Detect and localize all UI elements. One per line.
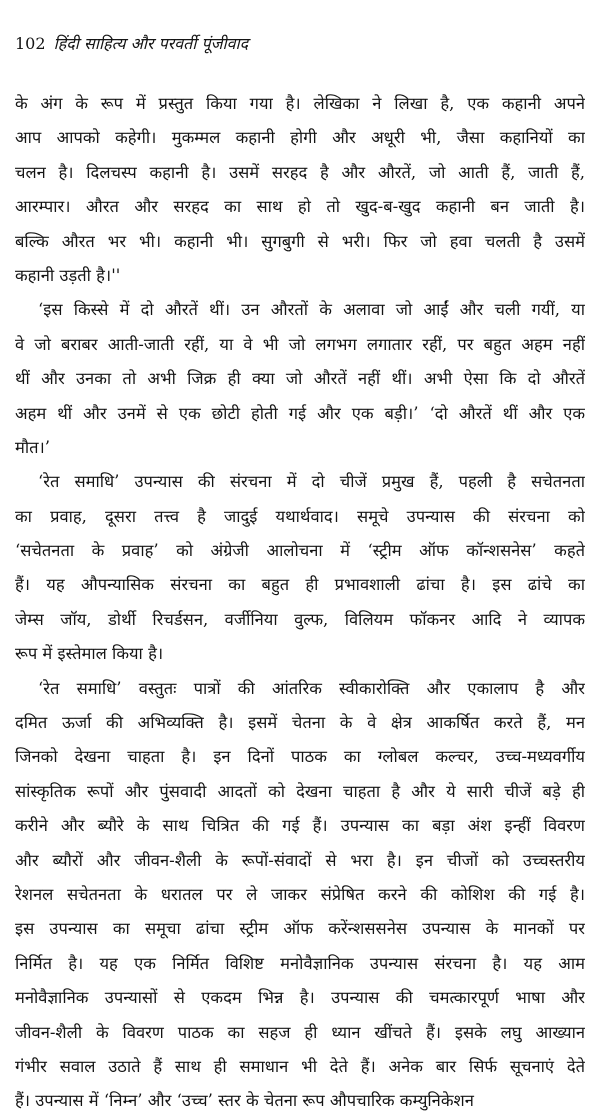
text-line: हैं। उपन्यास में ‘निम्न’ और ‘उच्च’ स्तर के चेतना रूप औपचारिक कम्युनिकेशन bbox=[15, 1091, 474, 1111]
text-line: चलन है। दिलचस्प कहानी है। उसमें सरहद है और औरतें, जो आती हैं, जाती हैं, bbox=[15, 162, 585, 182]
body-text bbox=[15, 87, 585, 1119]
text-line: मौत।’ bbox=[15, 437, 51, 457]
text-line: आप आपको कहेगी। मुकम्मल कहानी होगी और अधूरी भी, जैसा कहानियों का bbox=[15, 128, 585, 148]
text-line: बल्कि औरत भर भी। कहानी भी। सुगबुगी से भरी। फिर जो हवा चलती है उसमें bbox=[15, 231, 585, 251]
text-line: ‘इस किस्से में दो औरतें थीं। उन औरतों के अलावा जो आईं और चली गयीं, या bbox=[38, 300, 585, 320]
text-line: के अंग के रूप में प्रस्तुत किया गया है। लेखिका ने लिखा है, एक कहानी अपने bbox=[15, 94, 585, 113]
text-line: ‘रेत समाधि’ उपन्यास की संरचना में दो चीजें प्रमुख हैं, पहली है सचेतनता bbox=[38, 472, 585, 492]
text-line: हैं। यह औपन्यासिक संरचना का बहुत ही प्रभावशाली ढांचा है। इस ढांचे का bbox=[15, 575, 585, 595]
paragraph bbox=[15, 465, 585, 671]
book-title: हिंदी साहित्य और परवर्ती पूंजीवाद bbox=[53, 34, 249, 53]
text-line: कहानी उड़ती है।'' bbox=[15, 265, 121, 285]
text-line: इस उपन्यास का समूचा ढांचा स्ट्रीम ऑफ करेंन्शससनेस उपन्यास के मानकों पर bbox=[15, 919, 585, 939]
running-head bbox=[15, 33, 248, 55]
text-line: जिनको देखना चाहता है। इन दिनों पाठक का ग्लोबल कल्चर, उच्च-मध्यवर्गीय bbox=[15, 747, 585, 767]
text-line: का प्रवाह, दूसरा तत्त्व है जादुई यथार्थवाद। समूचे उपन्यास की संरचना को bbox=[15, 506, 585, 526]
text-line: और ब्यौरों और जीवन-शैली के रूपों-संवादों से भरा है। इन चीजों को उच्चस्तरीय bbox=[15, 850, 585, 870]
text-line: करीने और ब्यौरे के साथ चित्रित की गई हैं। उपन्यास का बड़ा अंश इन्हीं विवरण bbox=[15, 816, 585, 836]
text-line: जेम्स जॉय, डोर्थी रिचर्डसन, वर्जीनिया वुल्फ, विलियम फॉकनर आदि ने व्यापक bbox=[15, 609, 585, 629]
text-line: मनोवैज्ञानिक उपन्यासों से एकदम भिन्न है। उपन्यास की चमत्कारपूर्ण भाषा और bbox=[15, 988, 585, 1008]
text-line: जीवन-शैली के विवरण पाठक का सहज ही ध्यान खींचते हैं। इसके लघु आख्यान bbox=[15, 1022, 585, 1042]
text-line: ‘सचेतनता के प्रवाह’ को अंग्रेजी आलोचना में ‘स्ट्रीम ऑफ कॉन्शसनेस’ कहते bbox=[15, 541, 585, 561]
text-line: निर्मित है। यह एक निर्मित विशिष्ट मनोवैज्ञानिक उपन्यास संरचना है। यह आम bbox=[15, 953, 585, 973]
page-number: 102 bbox=[15, 34, 46, 53]
paragraph bbox=[15, 87, 585, 293]
paragraph bbox=[15, 293, 585, 465]
text-line: रेशनल सचेतनता के धरातल पर ले जाकर संप्रेषित करने की कोशिश की गई है। bbox=[15, 884, 585, 904]
text-line: ‘रेत समाधि’ वस्तुतः पात्रों की आंतरिक स्वीकारोक्ति और एकालाप है और bbox=[38, 678, 585, 698]
text-line: वे जो बराबर आती-जाती रहीं, या वे भी जो लगभग लगातार रहीं, पर बहुत अहम नहीं bbox=[15, 334, 585, 354]
paragraph bbox=[15, 672, 585, 1119]
text-line: सांस्कृतिक रूपों और पुंसवादी आदतों को देखना चाहता है और ये सारी चीजें बड़े ही bbox=[15, 781, 585, 801]
text-line: रूप में इस्तेमाल किया है। bbox=[15, 644, 164, 664]
text-line: दमित ऊर्जा की अभिव्यक्ति है। इसमें चेतना के वे क्षेत्र आकर्षित करते हैं, मन bbox=[15, 713, 585, 733]
text-line: आरम्पार। औरत और सरहद का साथ हो तो खुद-ब-खुद कहानी बन जाती है। bbox=[15, 197, 585, 217]
text-line: अहम थीं और उनमें से एक छोटी होती गई और एक बड़ी।’ ‘दो औरतें थीं और एक bbox=[15, 403, 585, 423]
text-line: गंभीर सवाल उठाते हैं साथ ही समाधान भी देते हैं। अनेक बार सिर्फ सूचनाएं देते bbox=[15, 1056, 585, 1076]
text-line: थीं और उनका तो अभी जिक्र ही क्या जो औरतें नहीं थीं। अभी ऐसा कि दो औरतें bbox=[15, 369, 585, 389]
